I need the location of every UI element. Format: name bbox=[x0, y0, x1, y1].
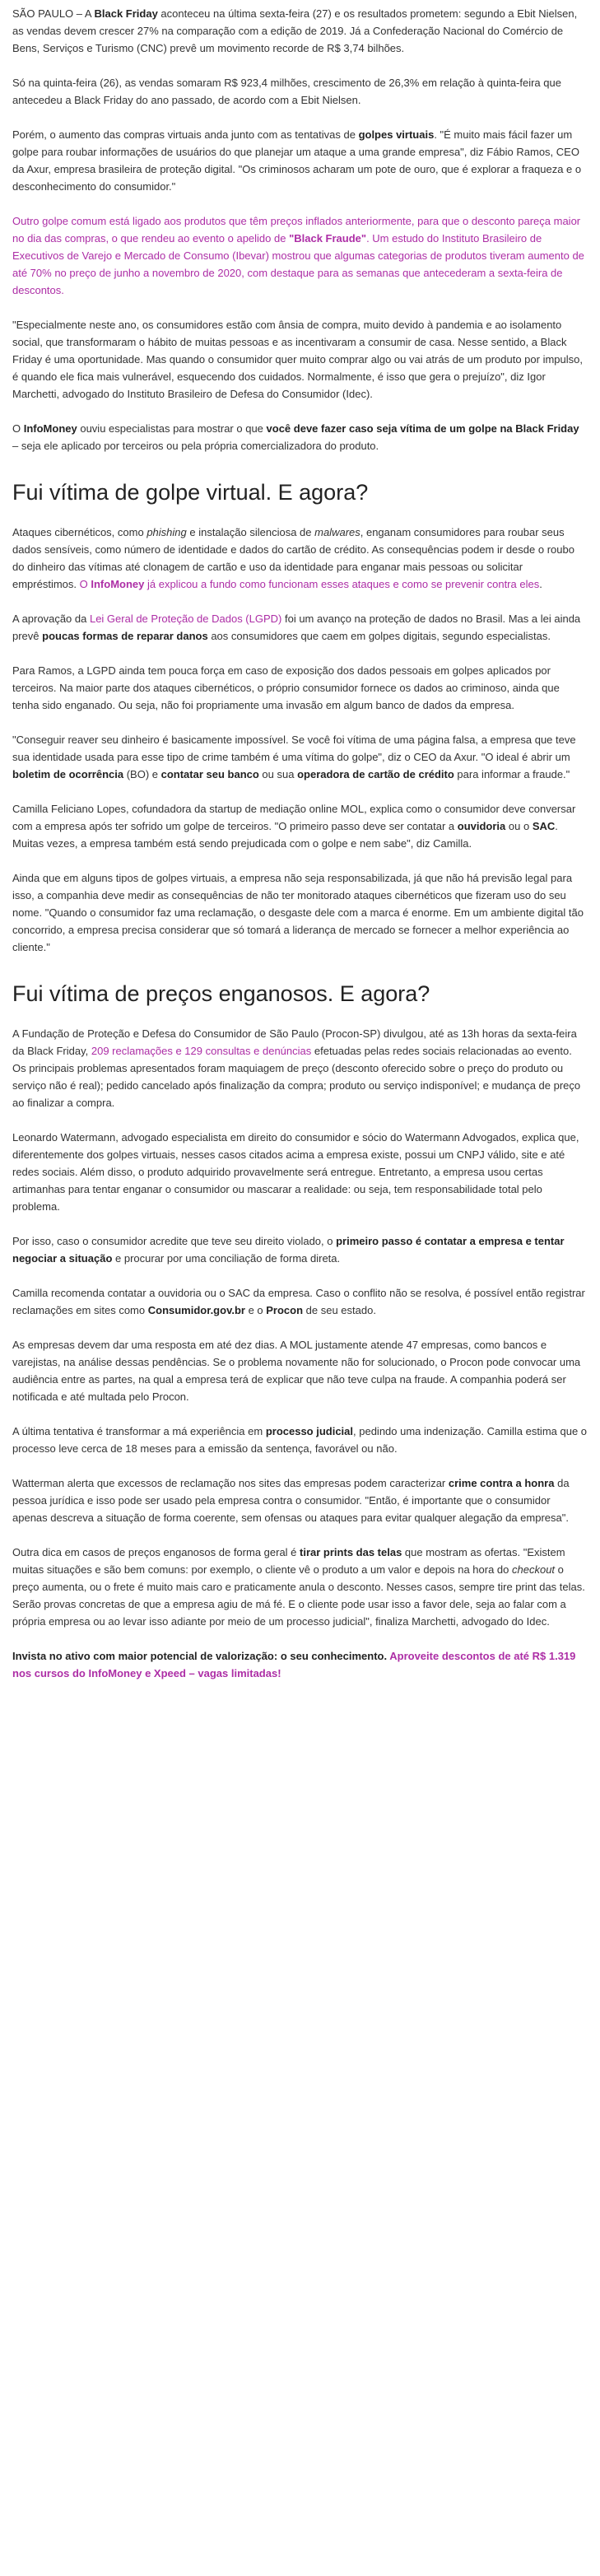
heading-virtual-scam: Fui vítima de golpe virtual. E agora? bbox=[12, 480, 369, 505]
text: Ataques cibernéticos, como bbox=[12, 526, 147, 538]
link-text: já explicou a fundo como funcionam esses ataques e como se prevenir contra eles bbox=[144, 578, 540, 590]
text: Porém, o aumento das compras virtuais anda junto com as tentativas de bbox=[12, 128, 359, 141]
link-infomoney-explained[interactable] bbox=[80, 578, 540, 590]
paragraph-infomoney-experts bbox=[12, 420, 588, 454]
text: . Muitas vezes, a empresa também está sendo prejudicada com o golpe e nem sabe", diz Camilla. bbox=[12, 820, 558, 850]
bold-text: "Black Fraude" bbox=[289, 232, 367, 245]
text: "Conseguir reaver seu dinheiro é basicamente impossível. Se você foi vítima de uma página falsa, a empresa que teve sua identidade usada para esse tipo de crime também é uma vítima do golpe", diz o CEO da Axur. "O ideal é abrir um bbox=[12, 734, 576, 763]
text: Outro golpe comum está ligado aos produtos que têm preços inflados anteriormente, para que o desconto pareça maior no dia das compras, o que rendeu ao evento o apelido de bbox=[12, 215, 581, 245]
bold-text: SAC bbox=[532, 820, 556, 832]
bold-text: processo judicial bbox=[265, 1425, 354, 1437]
paragraph-ten-days: As empresas devem dar uma resposta em até dez dias. A MOL justamente atende 47 empresas, como bancos e varejistas, na análise dessas pendências. Se o problema novamente não for solucionado, o Procon pode convocar uma audiência entre as partes, na qual a empresa terá de explicar que não teve culpa na fraude. A companhia poderá ser notificada e até multada pelo Procon. bbox=[12, 1339, 581, 1403]
text: para informar a fraude." bbox=[453, 768, 570, 780]
text: o preço aumenta, ou o frete é muito mais caro e praticamente anula o desconto. Nesses casos, sempre tire print das telas. Serão provas concretas de que a empresa agiu de má fé. E o cliente pode usar isso a favor dele, seja ao falar com a própria empresa ou ao levar isso adiante por meio de um processo judicial", finaliza Marchetti, advogado do Idec. bbox=[12, 1563, 585, 1628]
cta-text: Invista no ativo com maior potencial de valorização: o seu conhecimento. bbox=[12, 1650, 390, 1662]
paragraph-lgpd bbox=[12, 610, 588, 645]
paragraph-cyber-attacks bbox=[12, 524, 588, 593]
text: . "É muito mais fácil fazer um golpe para roubar informações de usuários do que planejar um ataque a uma grande empresa", diz Fábio Ramos, CEO da Axur, empresa brasileira de proteção digital. "Os criminosos acharam um pote de ouro, que é explorar a fraqueza e o desconhecimento do consumidor." bbox=[12, 128, 582, 193]
text: Camilla Feliciano Lopes, cofundadora da startup de mediação online MOL, explica como o consumidor deve conversar com a empresa após ter sofrido um golpe de terceiros. "O primeiro passo deve ser contatar a bbox=[12, 803, 576, 832]
text: que mostram as ofertas. "Existem muitas situações e são bem comuns: por exemplo, o cliente vê o produto a um valor e depois na hora do bbox=[12, 1546, 565, 1576]
text: ou sua bbox=[258, 768, 298, 780]
text: A última tentativa é transformar a má experiência em bbox=[12, 1425, 266, 1437]
italic-text: malwares bbox=[314, 526, 360, 538]
bold-text: tirar prints das telas bbox=[300, 1546, 402, 1558]
link-text: O bbox=[79, 578, 91, 590]
link-lgpd[interactable]: Lei Geral de Proteção de Dados (LGPD) bbox=[89, 613, 282, 625]
paragraph-lawsuit bbox=[12, 1423, 588, 1457]
text: . bbox=[539, 578, 542, 590]
text: Camilla recomenda contatar a ouvidoria ou o SAC da empresa. Caso o conflito não se resolva, é possível então registrar reclamações em sites como bbox=[12, 1287, 585, 1316]
link-procon-complaints[interactable]: 209 reclamações e 129 consultas e denúncias bbox=[91, 1045, 312, 1057]
text: e procurar por uma conciliação de forma direta. bbox=[112, 1252, 341, 1265]
text: de seu estado. bbox=[303, 1304, 376, 1316]
bold-text: primeiro passo é contatar a empresa e tentar negociar a situação bbox=[12, 1235, 565, 1265]
bold-text: crime contra a honra bbox=[448, 1477, 555, 1489]
bold-text: operadora de cartão de crédito bbox=[297, 768, 454, 780]
bold-text: você deve fazer caso seja vítima de um golpe na Black Friday bbox=[266, 422, 579, 435]
text: aos consumidores que caem em golpes digitais, segundo especialistas. bbox=[207, 630, 551, 642]
text: Por isso, caso o consumidor acredite que teve seu direito violado, o bbox=[12, 1235, 337, 1247]
link-bold-text: InfoMoney bbox=[91, 578, 145, 590]
paragraph-ombudsman bbox=[12, 1284, 588, 1319]
paragraph-virtual-scams bbox=[12, 126, 588, 195]
text: e instalação silenciosa de bbox=[186, 526, 315, 538]
article-body bbox=[12, 0, 588, 1682]
bold-text: ouvidoria bbox=[457, 820, 506, 832]
text: ou o bbox=[505, 820, 533, 832]
bold-text: InfoMoney bbox=[23, 422, 77, 435]
text: ouviu especialistas para mostrar o que bbox=[77, 422, 267, 435]
bold-text: Consumidor.gov.br bbox=[147, 1304, 245, 1316]
text: . Um estudo do Instituto Brasileiro de Executivos de Varejo e Mercado de Consumo (Ibevar) mostrou que algumas categorias de produtos tiveram aumento de até 70% no preço de junho a novembro de 2020, com destaque para as semanas que antecederam a sexta-feira de descontos. bbox=[12, 232, 584, 296]
text: Watterman alerta que excessos de reclamação nos sites das empresas podem caracterizar bbox=[12, 1477, 449, 1489]
text: O bbox=[12, 422, 24, 435]
text: A Fundação de Proteção e Defesa do Consumidor de São Paulo (Procon-SP) divulgou, até as 13h horas da sexta-feira da Black Friday, bbox=[12, 1027, 577, 1057]
bold-text: contatar seu banco bbox=[160, 768, 259, 780]
text: efetuadas pelas redes sociais relacionadas ao evento. Os principais problemas apresentados foram maquiagem de preço (desconto oferecido sobre o preço do produto ou serviço não é real); pedido cancelado após finalização da compra; produto ou serviço indisponível; e mudança de preço ao finalizar a compra. bbox=[12, 1045, 581, 1109]
paragraph-thursday-sales: Só na quinta-feira (26), as vendas somaram R$ 923,4 milhões, crescimento de 26,3% em relação à quinta-feira que antecedeu a Black Friday do ano passado, de acordo com a Ebit Nielsen. bbox=[12, 77, 561, 106]
paragraph-screenshots-tip bbox=[12, 1544, 588, 1630]
bold-text: Procon bbox=[266, 1304, 304, 1316]
text: SÃO PAULO – A bbox=[12, 7, 95, 20]
italic-text: checkout bbox=[512, 1563, 556, 1576]
text: e o bbox=[244, 1304, 267, 1316]
paragraph-company-responsibility: Ainda que em alguns tipos de golpes virtuais, a empresa não seja responsabilizada, já que não há previsão legal para isso, a companhia deve medir as consequências de não ter monitorado ataques cibernéticos que fizeram uso do seu nome. "Quando o consumidor faz uma reclamação, o desgaste dele com a marca é enorme. Em um ambiente digital tão concorrido, a empresa precisa considerar que só tomará a liderança de mercado se fornecer a melhor experiência ao cliente." bbox=[12, 872, 584, 953]
italic-text: phishing bbox=[147, 526, 187, 538]
bold-text: boletim de ocorrência bbox=[12, 768, 124, 780]
heading-misleading-prices: Fui vítima de preços enganosos. E agora? bbox=[12, 981, 430, 1006]
text: Outra dica em casos de preços enganosos de forma geral é bbox=[12, 1546, 300, 1558]
paragraph-camilla-mol bbox=[12, 800, 588, 852]
paragraph-black-fraude-highlight bbox=[12, 212, 588, 299]
paragraph-watermann: Leonardo Watermann, advogado especialista em direito do consumidor e sócio do Watermann Advogados, explica que, diferentemente dos golpes virtuais, nesses casos citados acima a empresa existe, possui um CNPJ válido, site e até redes sociais. Além disso, o produto adquirido provavelmente será entregue. Entretanto, a empresa usou certas artimanhas para tentar enganar o consumidor ou mascarar a realidade: ou seja, tem responsabilidade total pelo problema. bbox=[12, 1131, 579, 1213]
bold-text: Black Friday bbox=[94, 7, 158, 20]
paragraph-recover-money bbox=[12, 731, 588, 783]
cta-link-text: Aproveite descontos de até R$ 1.319 nos cursos do InfoMoney e Xpeed – vagas limitadas! bbox=[12, 1650, 576, 1679]
bold-text: golpes virtuais bbox=[358, 128, 435, 141]
text: aconteceu na última sexta-feira (27) e os resultados prometem: segundo a Ebit Nielsen, as vendas devem crescer 27% na comparação com a edição de 2019. Já a Confederação Nacional do Comércio de Bens, Serviços e Turismo (CNC) prevê um movimento recorde de R$ 3,74 bilhões. bbox=[12, 7, 578, 54]
text: , pedindo uma indenização. Camilla estima que o processo leve cerca de 18 meses para a emissão da sentença, favorável ou não. bbox=[12, 1425, 588, 1455]
text: (BO) e bbox=[123, 768, 161, 780]
text: A aprovação da bbox=[12, 613, 90, 625]
call-to-action bbox=[12, 1647, 588, 1682]
paragraph-especially-this-year: "Especialmente neste ano, os consumidores estão com ânsia de compra, muito devido à pandemia e ao isolamento social, que transformaram o hábito de muitas pessoas e as incentivaram a consumir de casa. Nesse sentido, a Black Friday é uma oportunidade. Mas quando o consumidor quer muito comprar algo ou vai atrás de um produto por impulso, é quando ele fica mais vulnerável, esquecendo dos cuidados. Normalmente, é isso que gera o prejuízo", diz Igor Marchetti, advogado do Instituto Brasileiro de Defesa do Consumidor (Idec). bbox=[12, 319, 583, 400]
bold-text: poucas formas de reparar danos bbox=[42, 630, 208, 642]
paragraph-ramos-lgpd: Para Ramos, a LGPD ainda tem pouca força em caso de exposição dos dados pessoais em golpes aplicados por terceiros. Na maior parte dos ataques cibernéticos, o próprio consumidor fornece os dados ao criminoso, ainda que tenha sido enganado. Ou seja, não foi propriamente uma invasão em algum banco de dados da empresa. bbox=[12, 664, 560, 711]
paragraph-intro bbox=[12, 5, 588, 57]
text: da pessoa jurídica e isso pode ser usado pela empresa contra o consumidor. "Então, é importante que o consumidor apenas descreva a situação de forma coerente, sem ofensas ou ataques para evitar qualquer alegação da empresa". bbox=[12, 1477, 570, 1524]
paragraph-procon-sp bbox=[12, 1025, 588, 1111]
paragraph-honor-crime bbox=[12, 1474, 588, 1526]
text: foi um avanço na proteção de dados no Brasil. Mas a lei ainda prevê bbox=[12, 613, 581, 642]
paragraph-first-step bbox=[12, 1232, 588, 1267]
text: , enganam consumidores para roubar seus dados sensíveis, como número de identidade e dados do cartão de crédito. As consequências podem ir desde o roubo do dinheiro das vítimas até clonagem de cartão e uso da identidade para enganar mais pessoas ou solicitar empréstimos. bbox=[12, 526, 574, 590]
text: – seja ele aplicado por terceiros ou pela própria comercializadora do produto. bbox=[12, 440, 379, 452]
